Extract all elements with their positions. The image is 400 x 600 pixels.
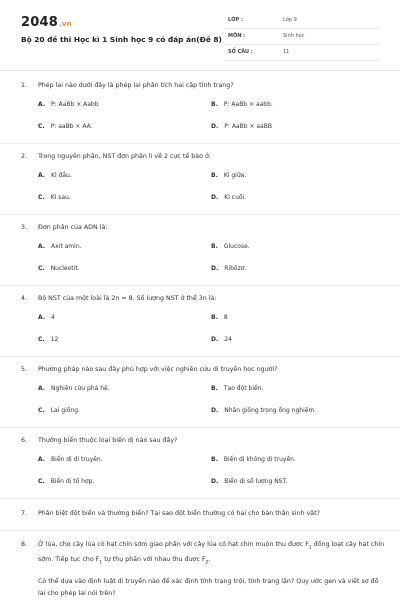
option-d[interactable]: D. Ribôzơ. [211, 265, 247, 272]
site-logo[interactable] [21, 15, 72, 30]
meta-subject [225, 30, 380, 45]
separator [0, 498, 400, 499]
question-number: 3. [21, 224, 28, 231]
separator [0, 285, 400, 286]
option-a[interactable]: A. 4 [38, 314, 55, 321]
separator [0, 356, 400, 357]
question-2 [21, 151, 386, 210]
meta-label: LỚP : [228, 17, 243, 23]
question-number: 4. [21, 295, 28, 302]
option-d[interactable]: D. Kì cuối. [211, 194, 247, 201]
option-b[interactable]: B. 8 [211, 314, 228, 321]
option-b[interactable]: B. P: AaBb × aabb. [211, 101, 273, 108]
question-5 [21, 364, 386, 423]
question-number: 2. [21, 153, 28, 160]
meta-value: 11 [283, 49, 290, 55]
separator [0, 427, 400, 428]
option-a[interactable]: A. Nghiên cứu phả hệ. [38, 385, 110, 392]
option-a[interactable]: A. Biến dị di truyền. [38, 456, 103, 463]
separator [0, 143, 400, 144]
separator [0, 214, 400, 215]
question-8 [21, 539, 386, 600]
question-text: Phép lai nào dưới đây là phép lai phân tích hai cặp tính trạng? [38, 82, 234, 89]
meta-value: Sinh học [283, 33, 305, 39]
meta-label: SỐ CÂU : [228, 49, 253, 55]
question-3 [21, 222, 386, 281]
option-d[interactable]: D. 24 [211, 336, 232, 343]
option-a[interactable]: A. P: AaBb × Aabb [38, 101, 99, 108]
question-number: 1. [21, 82, 28, 89]
option-b[interactable]: B. Biến dị không di truyền. [211, 456, 296, 463]
option-b[interactable]: B. Glucose. [211, 243, 250, 250]
page-title: Bộ 20 đề thi Học kì 1 Sinh học 9 có đáp án(Đề 8) [21, 35, 222, 44]
question-text: Thường biến thuộc loại biến dị nào sau đây? [38, 437, 178, 444]
question-1 [21, 80, 386, 139]
question-text: Phân biệt đột biến và thường biến? Tại sao đột biến thường có hại cho bản thân sinh vật? [38, 510, 320, 517]
option-b[interactable]: B. Tạo đột biến. [211, 385, 264, 392]
logo-text: 2048 [21, 15, 58, 30]
logo-tld: .vn [58, 20, 72, 28]
question-text: Đơn phân của ADN là: [38, 224, 108, 231]
question-6 [21, 435, 386, 494]
question-text: Phương pháp nào sau đây phù hợp với việc nghiên cứu di truyền học người? [38, 366, 278, 373]
question-text: Bộ NST của một loài là 2n = 8. Số lượng NST ở thể 3n là: [38, 295, 217, 302]
question-text: Trong nguyên phân, NST đơn phân li về 2 cực tế bào ở: [38, 153, 211, 160]
question-7 [21, 508, 386, 520]
meta-value: Lớp 9 [283, 17, 297, 23]
meta-label: MÔN : [228, 33, 246, 39]
question-text: Ở lúa, cho cây lúa có hạt chín sớm giao phấn với cây lúa có hạt chín muộn thu được $F_1$ đồng loạt cây hạt chín sớm. Tiếp tục cho $F_1$ tự thụ phấn với nhau thu được $F_2$. [38, 541, 385, 566]
option-d[interactable]: D. Nhân giống trong ống nghiệm. [211, 407, 317, 414]
option-a[interactable]: A. Axit amin. [38, 243, 82, 250]
option-a[interactable]: A. Kì đầu. [38, 172, 72, 179]
option-c[interactable]: C. 12 [38, 336, 59, 343]
question-followup: Có thể dựa vào định luật di truyền nào để xác định tính trạng trội, tính trạng lặn? Quy ước gen và viết sơ đồ lai cho phép lai nói trên? [38, 577, 379, 597]
option-c[interactable]: C. Kì sau. [38, 194, 71, 201]
question-number: 7. [21, 510, 28, 517]
option-b[interactable]: B. Kì giữa. [211, 172, 247, 179]
option-d[interactable]: D. P: AaBb × aaBB [211, 123, 272, 130]
meta-grade [225, 14, 380, 29]
document-header [0, 0, 400, 74]
header-divider [0, 70, 400, 71]
meta-question-count [225, 46, 380, 61]
option-c[interactable]: C. Lai giống. [38, 407, 80, 414]
option-d[interactable]: D. Biến dị số lượng NST. [211, 478, 288, 485]
option-c[interactable]: C. P: aaBb × AA. [38, 123, 93, 130]
question-number: 5. [21, 366, 28, 373]
question-4 [21, 293, 386, 352]
question-number: 6. [21, 437, 28, 444]
separator [0, 530, 400, 531]
question-number: 8. [21, 541, 28, 548]
option-c[interactable]: C. Nucleotit. [38, 265, 80, 272]
option-c[interactable]: C. Biến dị tổ hợp. [38, 478, 95, 485]
